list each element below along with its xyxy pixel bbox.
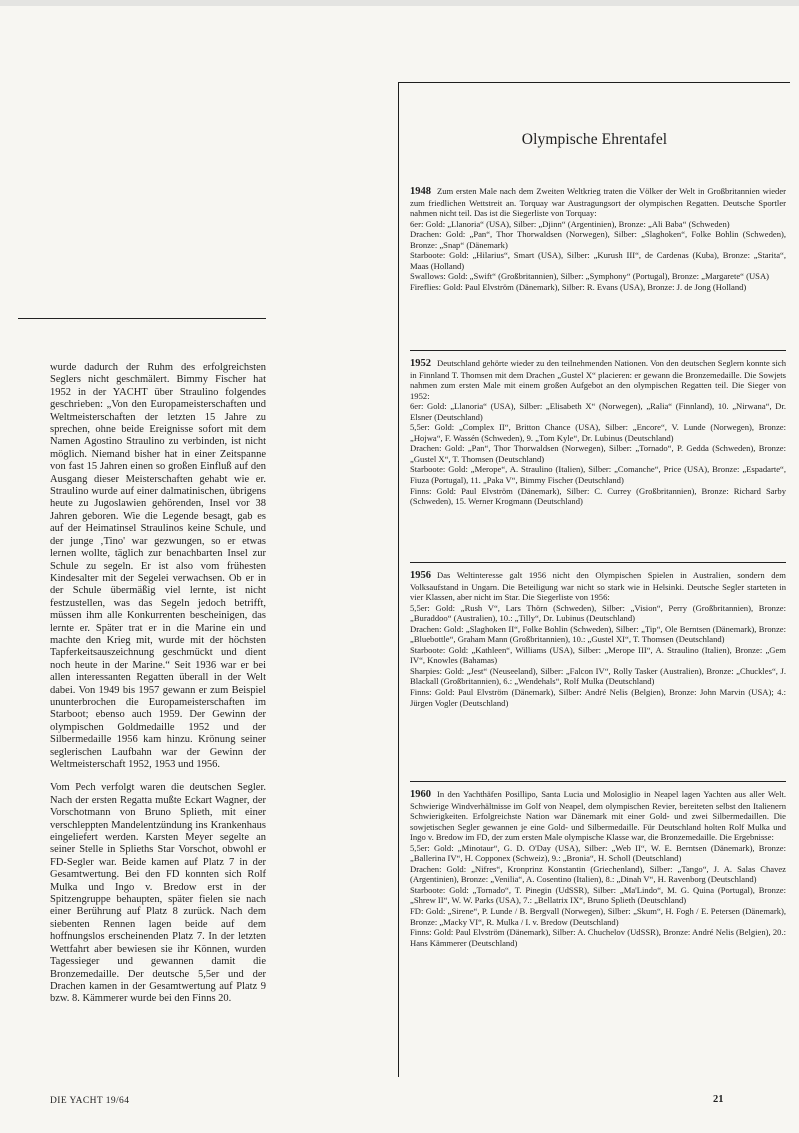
year-intro: Zum ersten Male nach dem Zweiten Weltkrieg traten die Völker der Welt in Großbritannien wieder zum friedlichen Wettstreit an. Torquay war Austragungsort der olympischen Regatten. Deutsche Sportler nahmen nicht teil. Das ist die Siegerliste von Torquay: [410, 186, 786, 219]
year-label: 1952 [410, 358, 431, 369]
left-column-rule [18, 318, 266, 319]
year-entry-1952 [410, 358, 786, 507]
honor-roll-title: Olympische Ehrentafel [521, 131, 668, 148]
result-line: 6er: Gold: „Llanoria“ (USA), Silber: „Elisabeth X“ (Norwegen), „Ralia“ (Finnland), 10. „Nirwana“, Dr. Elsner (Deutschland) [410, 401, 786, 422]
year-entry-1956 [410, 570, 786, 708]
result-line: Drachen: Gold: „Pan“, Thor Thorwaldsen (Norwegen), Silber: „Tornado“, P. Gedda (Schweden), Bronze: „Gustel X“, T. Thomsen (Deutschland) [410, 443, 786, 464]
result-line: Starboote: Gold: „Merope“, A. Straulino (Italien), Silber: „Comanche“, Price (USA), Bronze: „Espadarte“, Fiuza (Portugal), 11. „Paka V“, Bimmy Fischer (Deutschland) [410, 464, 786, 486]
magazine-footer: DIE YACHT 19/64 [50, 1096, 130, 1106]
result-line: Swallows: Gold: „Swift“ (Großbritannien), Silber: „Symphony“ (Portugal), Bronze: „Margarete“ (USA) [410, 271, 770, 282]
result-line: Drachen: Gold: „Pan“, Thor Thorwaldsen (Norwegen), Silber: „Slaghoken“, Folke Bohlin (Schweden), Bronze: „Snap“ (Dänemark) [410, 229, 786, 250]
year-intro: Das Weltinteresse galt 1956 nicht den Olympischen Spielen in Australien, sondern dem Volksaufstand in Ungarn. Die Beteiligung war nicht so stark wie in Helsinki. Deutsche Segler starteten in vier Klassen, aber nicht im Star. Die Siegerliste von 1956: [410, 570, 786, 603]
year-intro: Deutschland gehörte wieder zu den teilnehmenden Nationen. Von den deutschen Seglern konnte sich in Finnland T. Thomsen mit dem Drachen „Gustel X“ placieren: er gewann die Bronzemedaille. Die Sowjets nahmen zum ersten Male mit einem großen Aufgebot an den olympischen Regatten teil. Die Sieger von 1952: [410, 358, 786, 401]
result-line: Finns: Gold: Paul Elvström (Dänemark), Silber: André Nelis (Belgien), Bronze: John Marvin (USA); 4.: Jürgen Vogler (Deutschland) [410, 687, 786, 708]
year-entry-1948 [410, 186, 786, 292]
result-line: Fireflies: Gold: Paul Elvström (Dänemark), Silber: R. Evans (USA), Bronze: J. de Jong (Holland) [410, 281, 747, 292]
result-line: Finns: Gold: Paul Elvström (Dänemark), Silber: C. Currey (Großbritannien), Bronze: Richard Sarby (Schweden), 15. Werner Krogmann (Deutschland) [410, 485, 786, 507]
result-line: FD: Gold: „Sirene“, P. Lunde / B. Bergvall (Norwegen), Silber: „Skum“, H. Fogh / E. Petersen (Dänemark), Bronze: „Macky VI“, R. Mulka / I. v. Bredow (Deutschland) [410, 906, 786, 927]
result-line: 6er: Gold: „Llanoria“ (USA), Silber: „Djinn“ (Argentinien), Bronze: „Ali Baba“ (Schweden) [410, 218, 730, 229]
result-line: Starboote: Gold: „Kathleen“, Williams (USA), Silber: „Merope III“, A. Straulino (Italien), Bronze: „Gem IV“, Knowles (Bahamas) [410, 644, 786, 666]
left-article-column [50, 362, 266, 1017]
top-edge-shade [0, 0, 799, 6]
result-line: Starboote: Gold: „Hilarius“, Smart (USA), Silber: „Kurush III“, de Cardenas (Kuba), Bronze: „Starita“, Maas (Holland) [410, 250, 786, 271]
year-label: 1948 [410, 186, 431, 197]
year-entry-1960 [410, 789, 786, 948]
section-divider [410, 350, 786, 351]
year-label: 1960 [410, 789, 431, 800]
year-label: 1956 [410, 570, 431, 581]
year-intro: In den Yachthäfen Posillipo, Santa Lucia und Molosiglio in Neapel lagen Yachten aus aller Welt. Schwierige Windverhältnisse im Golf von Neapel, dem olympischen Revier, bereiteten selbst den Italienern Schwierigkeiten. Erfolgreichste Nation war Dänemark mit einer Gold- und zwei Silbermedaillen. Die sowjetischen Segler gewannen je eine Gold- und Silbermedaille. Für Deutschland holten Rolf Mulka und Ingo v. Bredow im FD, der zum ersten Male olympische Klasse war, die Bronzemedaille. Die Ergebnisse: [410, 789, 786, 843]
result-line: 5,5er: Gold: „Minotaur“, G. D. O'Day (USA), Silber: „Web II“, W. E. Berntsen (Dänemark), Bronze: „Ballerina IV“, H. Copponex (Schweiz), 9.: „Bronia“, H. Scholl (Deutschland) [410, 842, 786, 864]
result-line: 5,5er: Gold: „Complex II“, Britton Chance (USA), Silber: „Encore“, V. Lunde (Norwegen), Bronze: „Hojwa“, F. Wassén (Schweden), 9. „Tom Kyle“, Dr. Lubinus (Deutschland) [410, 422, 786, 443]
section-divider [410, 781, 786, 782]
section-divider [410, 562, 786, 563]
article-paragraph: wurde dadurch der Ruhm des erfolgreichsten Seglers nicht geschmälert. Bimmy Fischer hat 1952 in der YACHT über Straulino folgendes geschrieben: „Von den Europameisterschaften und Weltmeisterschaften der letzten 15 Jahre zu sprechen, ohne beide Ereignisse sofort mit dem Namen Agostino Straulino zu verbinden, ist nicht möglich. Niemand bisher hat in einer Zeitspanne von fast 15 Jahren einen so großen Einfluß auf den Ausgang dieser Meisterschaften gehabt wie er. Straulino wurde auf einer dalmatinischen, übrigens heute zu Jugoslawien gehörenden, Insel vor 38 Jahren geboren. Wie die Legende besagt, gab es auf der Heimatinsel Straulinos keine Schule, und der junge ‚Tino' war gezwungen, so er etwas lernen wollte, täglich zur benachbarten Insel zur Schule zu segeln. Er ist also vom frühesten Kindesalter mit der Segelei verwachsen. Ob er in der Schule übermäßig viel lernte, ist nicht festzustellen, was das Segeln jedoch betrifft, müssen ihm alle Konkurrenten bescheinigen, das lernte er. Später trat er in die Marine ein und machte den Krieg mit, wurde mit der höchsten Tapferkeitsauszeichnung geschmückt und dient noch heute in der Marine.“ Seit 1936 war er bei allen interessanten Regatten überall in der Welt dabei. Von 1949 bis 1957 gewann er zum Beispiel ununterbrochen die Europameisterschaften im Starboot; ebenso auch 1959. Der Gewinn der olympischen Goldmedaille 1952 und der Silbermedaille 1956 kam hinzu. Krönung seiner seglerischen Laufbahn war der Gewinn der Weltmeisterschaft 1952, 1953 und 1956. [50, 362, 266, 770]
result-line: Starboote: Gold: „Tornado“, T. Pinegin (UdSSR), Silber: „Ma'Lindo“, M. G. Quina (Portugal), Bronze: „Shrew II“, W. W. Parks (USA), 7.: „Bellatrix IX“, Bruno Splieth (Deutschland) [410, 884, 786, 906]
result-line: Finns: Gold: Paul Elvström (Dänemark), Silber: A. Chuchelov (UdSSR), Bronze: André Nelis (Belgien), 20.: Hans Kämmerer (Deutschland) [410, 927, 786, 948]
result-line: 5,5er: Gold: „Rush V“, Lars Thörn (Schweden), Silber: „Vision“, Perry (Großbritannien), Bronze: „Buraddoo“ (Australien), 10.: „Tilly“, Dr. Lubinus (Deutschland) [410, 602, 786, 624]
page-number: 21 [713, 1094, 724, 1105]
article-paragraph: Vom Pech verfolgt waren die deutschen Segler. Nach der ersten Regatta mußte Eckart Wagner, der Vorschotmann von Bruno Splieth, mit einer verschleppten Mandelentzündung ins Krankenhaus eingeliefert werden. Karsten Meyer segelte an seiner Stelle in Splieths Star Vorschot, obwohl er FD-Segler war. Beide kamen auf Platz 7 in der Gesamtwertung. Bei den FD konnten sich Rolf Mulka und Ingo v. Bredow erst in der Spitzengruppe behaupten, später fielen sie nach einer Berührung auf Platz 8 zurück. Nach dem siebenten Rennen lagen beide auf dem hoffnungslos erscheinenden Platz 7. In der letzten Wettfahrt aber bewiesen sie ihr Können, wurden Tagessieger und gewannen damit die Bronzemedaille. Der deutsche 5,5er und der Drachen kamen in der Gesamtwertung auf Platz 9 bzw. 8. Kämmerer wurde bei den Finns 20. [50, 782, 266, 1005]
result-line: Drachen: Gold: „Nifres“, Kronprinz Konstantin (Griechenland), Silber: „Tango“, J. A. Salas Chavez (Argentinien), Bronze: „Venilia“, A. Cosentino (Italien), 8.: „Dinah V“, H. Ravenborg (Deutschland) [410, 863, 786, 885]
result-line: Sharpies: Gold: „Jest“ (Neuseeland), Silber: „Falcon IV“, Rolly Tasker (Australien), Bronze: „Chuckles“, J. Blackall (Großbritannien), 6.: „Wendehals“, Rolf Mulka (Deutschland) [410, 665, 786, 687]
result-line: Drachen: Gold: „Slaghoken II“, Folke Bohlin (Schweden), Silber: „Tip“, Ole Berntsen (Dänemark), Bronze: „Bluebottle“, Graham Mann (Großbritannien), 10.: „Gustel XI“, T. Thomsen (Deutschland) [410, 623, 786, 645]
